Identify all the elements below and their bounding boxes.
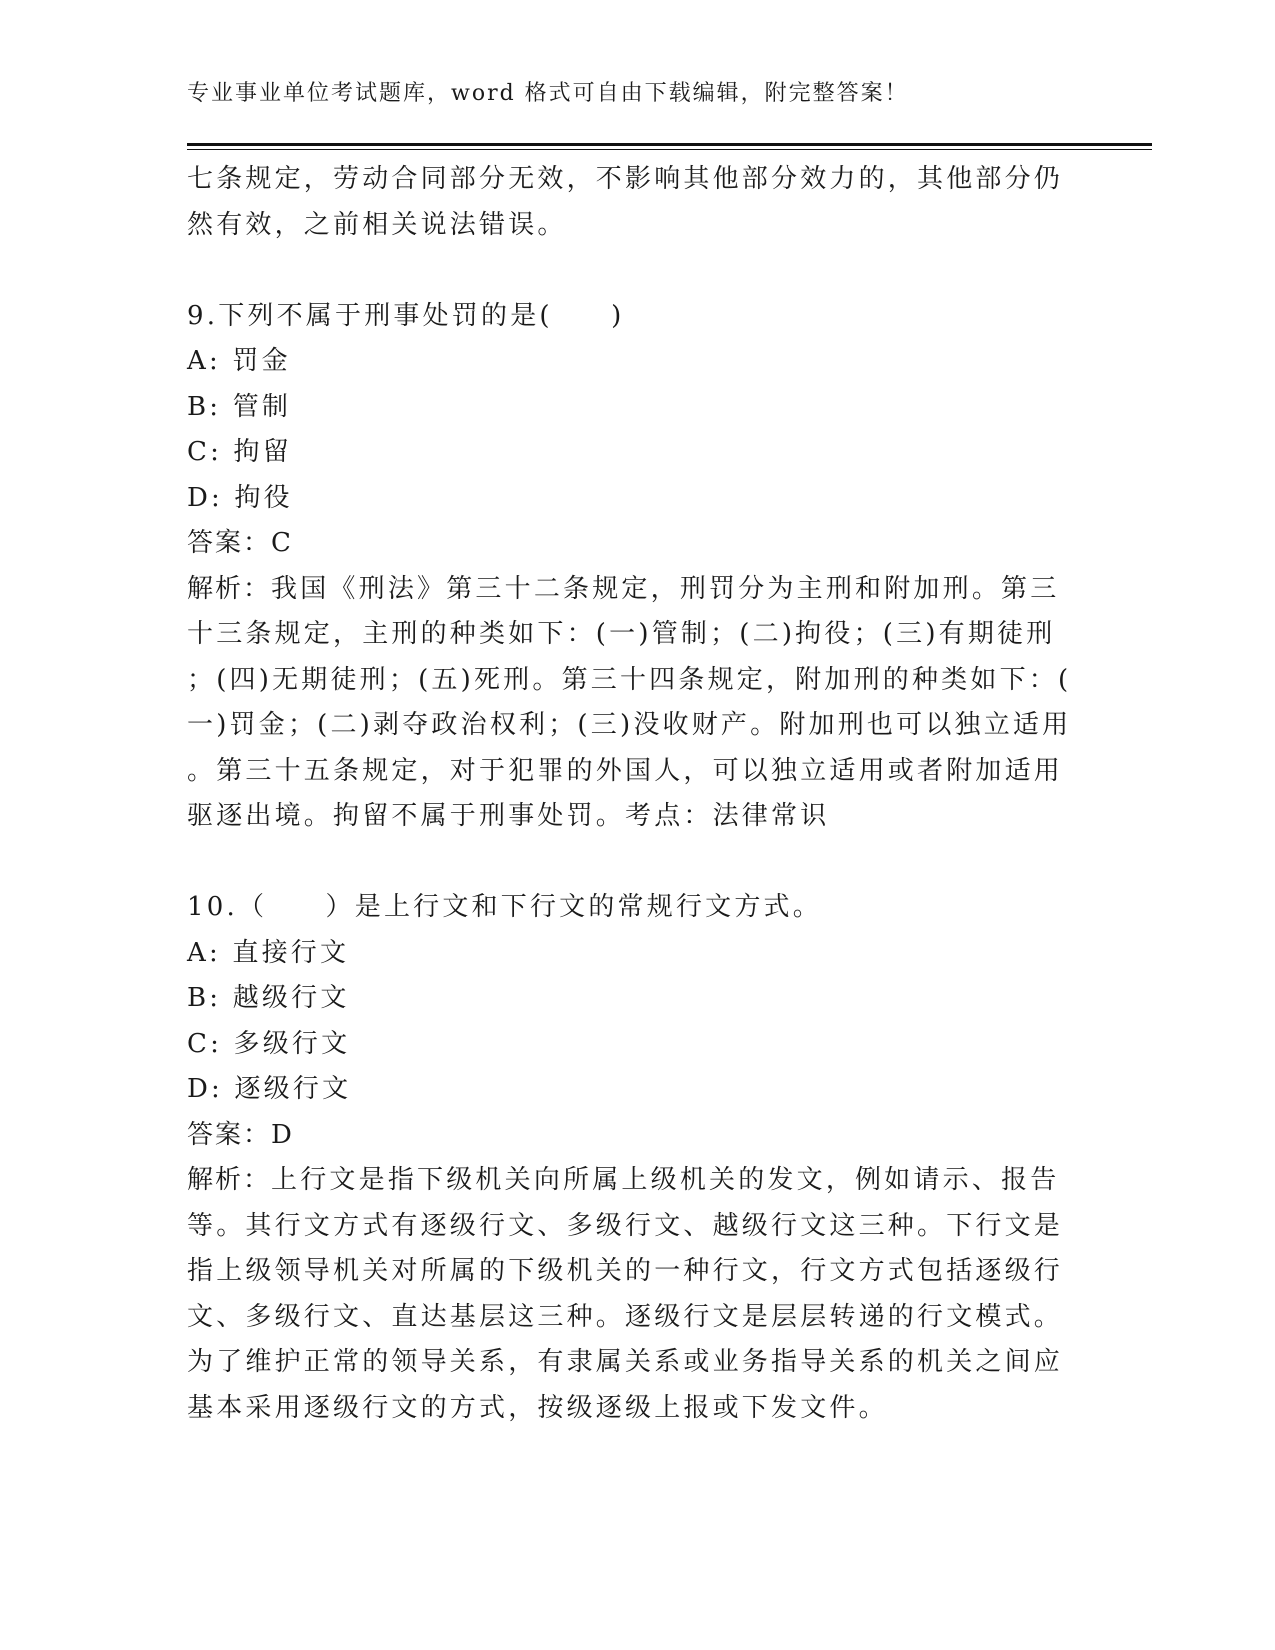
analysis-line	[187, 567, 1087, 613]
header-rule-thin	[187, 149, 1152, 150]
analysis-line: ；(四)无期徒刑；(五)死刑。第三十四条规定，附加刑的种类如下：(	[187, 664, 1072, 695]
question-stem: 9.下列不属于刑事处罚的是( )	[187, 300, 625, 331]
analysis-text: 上行文是指下级机关向所属上级机关的发文，例如请示、报告	[271, 1165, 1060, 1195]
option-d: D: 拘役	[187, 482, 293, 513]
analysis-label: 解析：	[187, 573, 272, 604]
option-b: B: 越级行文	[187, 983, 350, 1013]
analysis-line: 十三条规定，主刑的种类如下：(一)管制；(二)拘役；(三)有期徒刑	[187, 619, 1056, 649]
analysis-line: 基本采用逐级行文的方式，按级逐级上报或下发文件。	[187, 1392, 888, 1423]
answer-value: C	[271, 528, 295, 558]
answer-line	[187, 521, 1087, 567]
option-c: C: 拘留	[187, 437, 292, 467]
option-d: D: 逐级行文	[187, 1074, 352, 1104]
option-b: B: 管制	[187, 391, 292, 422]
analysis-line: 文、多级行文、直达基层这三种。逐级行文是层层转递的行文模式。	[187, 1301, 1064, 1332]
analysis-label: 解析：	[187, 1165, 272, 1195]
analysis-line: 指上级领导机关对所属的下级机关的一种行文，行文方式包括逐级行	[187, 1256, 1064, 1286]
analysis-text: 我国《刑法》第三十二条规定，刑罚分为主刑和附加刑。第三	[271, 573, 1060, 604]
analysis-line: 为了维护正常的领导关系，有隶属关系或业务指导关系的机关之间应	[187, 1347, 1064, 1377]
paragraph-gap	[187, 840, 1087, 886]
analysis-line: 等。其行文方式有逐级行文、多级行文、越级行文这三种。下行文是	[187, 1210, 1064, 1241]
paragraph-gap	[187, 248, 1087, 294]
option-c: C: 多级行文	[187, 1028, 351, 1059]
answer-label: 答案：	[187, 1119, 272, 1150]
document-body	[187, 157, 1087, 1431]
question-stem: 10.（ ）是上行文和下行文的常规行文方式。	[187, 892, 822, 922]
intro-line: 然有效，之前相关说法错误。	[187, 209, 567, 240]
analysis-line: 一)罚金；(二)剥夺政治权利；(三)没收财产。附加刑也可以独立适用	[187, 710, 1072, 740]
answer-label: 答案：	[187, 528, 272, 558]
analysis-line: 。第三十五条规定，对于犯罪的外国人，可以独立适用或者附加适用	[187, 755, 1064, 786]
header-rule-thick	[187, 143, 1152, 146]
answer-line	[187, 1113, 1087, 1159]
analysis-line	[187, 1158, 1087, 1204]
page-header: 专业事业单位考试题库，word 格式可自由下载编辑，附完整答案！	[187, 81, 909, 106]
analysis-line: 驱逐出境。拘留不属于刑事处罚。考点：法律常识	[187, 801, 830, 831]
intro-line: 七条规定，劳动合同部分无效，不影响其他部分效力的，其他部分仍	[187, 164, 1064, 194]
option-a: A: 罚金	[187, 346, 291, 376]
answer-value: D	[271, 1119, 296, 1150]
option-a: A: 直接行文	[187, 937, 350, 968]
